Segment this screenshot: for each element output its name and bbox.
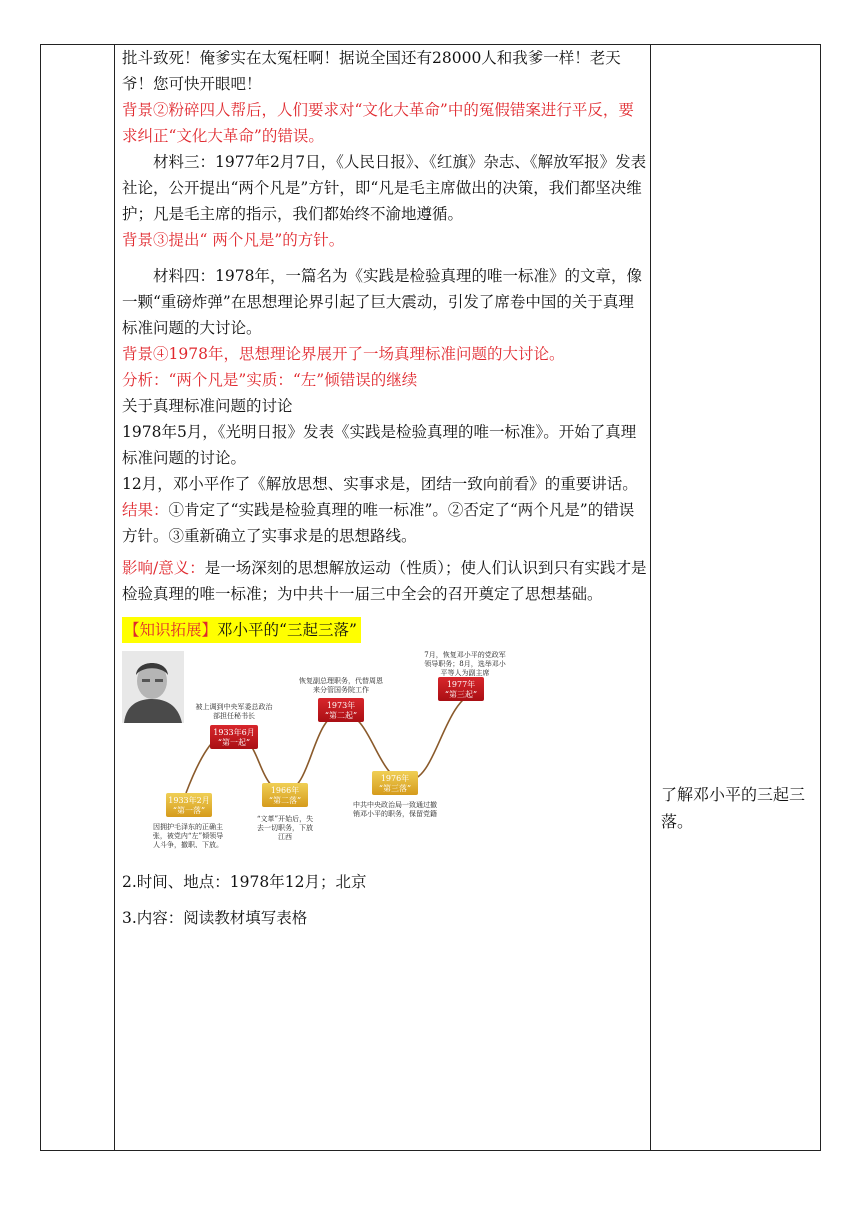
background-2: 背景②粉碎四人帮后，人们要求对“文化大革命”中的冤假错案进行平反，要求纠正“文化大革命”的错误。 [122,101,634,145]
result-text: ①肯定了“实践是检验真理的唯一标准”。②否定了“两个凡是”的错误方针。③重新确立了实事求是的思想路线。 [122,501,635,545]
result-label: 结果： [122,501,169,519]
impact-label: 影响/意义： [122,559,205,577]
event-desc-3: “文革”开始后，失去一切职务，下放江西 [256,815,314,841]
event-desc-6: 7月，恢复邓小平的党政军领导职务；8月，选举邓小平等人为副主席 [424,651,506,677]
discussion-paragraph-2: 12月，邓小平作了《解放思想、实事求是，团结一致向前看》的重要讲话。 [122,475,638,493]
main-content-cell [122,45,648,931]
event-desc-2: 被上调到中央军委总政治部担任秘书长 [195,703,273,720]
table-frame [40,44,821,1151]
event-tag-3: “第二落” [268,796,302,805]
three-rises-three-falls-timeline [122,651,522,863]
text-line1: 批斗致死！俺爹实在太冤枉啊！据说全国还有28000人和我爹一样！老天爷！您可快开眼吧！ [122,49,621,93]
discussion-title: 关于真理标准问题的讨论 [122,397,293,415]
event-tag-5: “第三落” [378,784,412,793]
material-3: 材料三：1977年2月7日，《人民日报》、《红旗》杂志、《解放军报》发表社论，公开提出“两个凡是”方针，即“凡是毛主席做出的决策，我们都坚决维护；凡是毛主席的指示，我们都始终不渝地遵循。 [122,153,647,223]
time-place: 2.时间、地点：1978年12月；北京 [122,873,367,891]
column-divider-right [650,45,651,1150]
event-desc-4: 恢复副总理职务，代替周恩来分管国务院工作 [299,677,383,694]
analysis: 分析：“两个凡是”实质：“左”倾错误的继续 [122,371,418,389]
side-note: 了解邓小平的三起三落。 [661,785,806,831]
event-year-5: 1976年 [380,774,410,783]
event-desc-1: 因拥护毛泽东的正确主张，被党内“左”倾领导人斗争，撤职、下放。 [152,823,224,849]
impact-text: 是一场深刻的思想解放运动（性质）；使人们认识到只有实践才是检验真理的唯一标准；为中共十一届三中全会的召开奠定了思想基础。 [122,559,647,603]
event-tag-6: “第三起” [444,690,478,699]
deng-xiaoping-portrait [122,651,184,723]
side-note-cell [661,781,821,835]
event-tag-2: “第一起” [217,738,251,747]
column-divider-left [114,45,115,1150]
knowledge-extension-heading: 【知识拓展】邓小平的“三起三落” [122,617,361,643]
event-tag-1: “第一落” [172,806,206,815]
event-year-4: 1973年 [326,701,356,710]
event-tag-4: “第二起” [324,711,358,720]
content-item: 3.内容：阅读教材填写表格 [122,909,308,927]
event-year-3: 1966年 [270,786,300,795]
event-year-1: 1933年2月 [168,796,210,805]
discussion-paragraph-1: 1978年5月，《光明日报》发表《实践是检验真理的唯一标准》。开始了真理标准问题的讨论。 [122,423,637,467]
background-4: 背景④1978年，思想理论界展开了一场真理标准问题的大讨论。 [122,345,565,363]
material-4: 材料四：1978年，一篇名为《实践是检验真理的唯一标准》的文章，像一颗“重磅炸弹”在思想理论界引起了巨大震动，引发了席卷中国的关于真理标准问题的大讨论。 [122,267,642,337]
event-desc-5: 中共中央政治局一致通过撤销邓小平的职务，保留党籍 [353,801,437,818]
event-year-6: 1977年 [446,680,476,689]
event-year-2: 1933年6月 [213,728,255,737]
background-3: 背景③提出“ 两个凡是”的方针。 [122,231,345,249]
